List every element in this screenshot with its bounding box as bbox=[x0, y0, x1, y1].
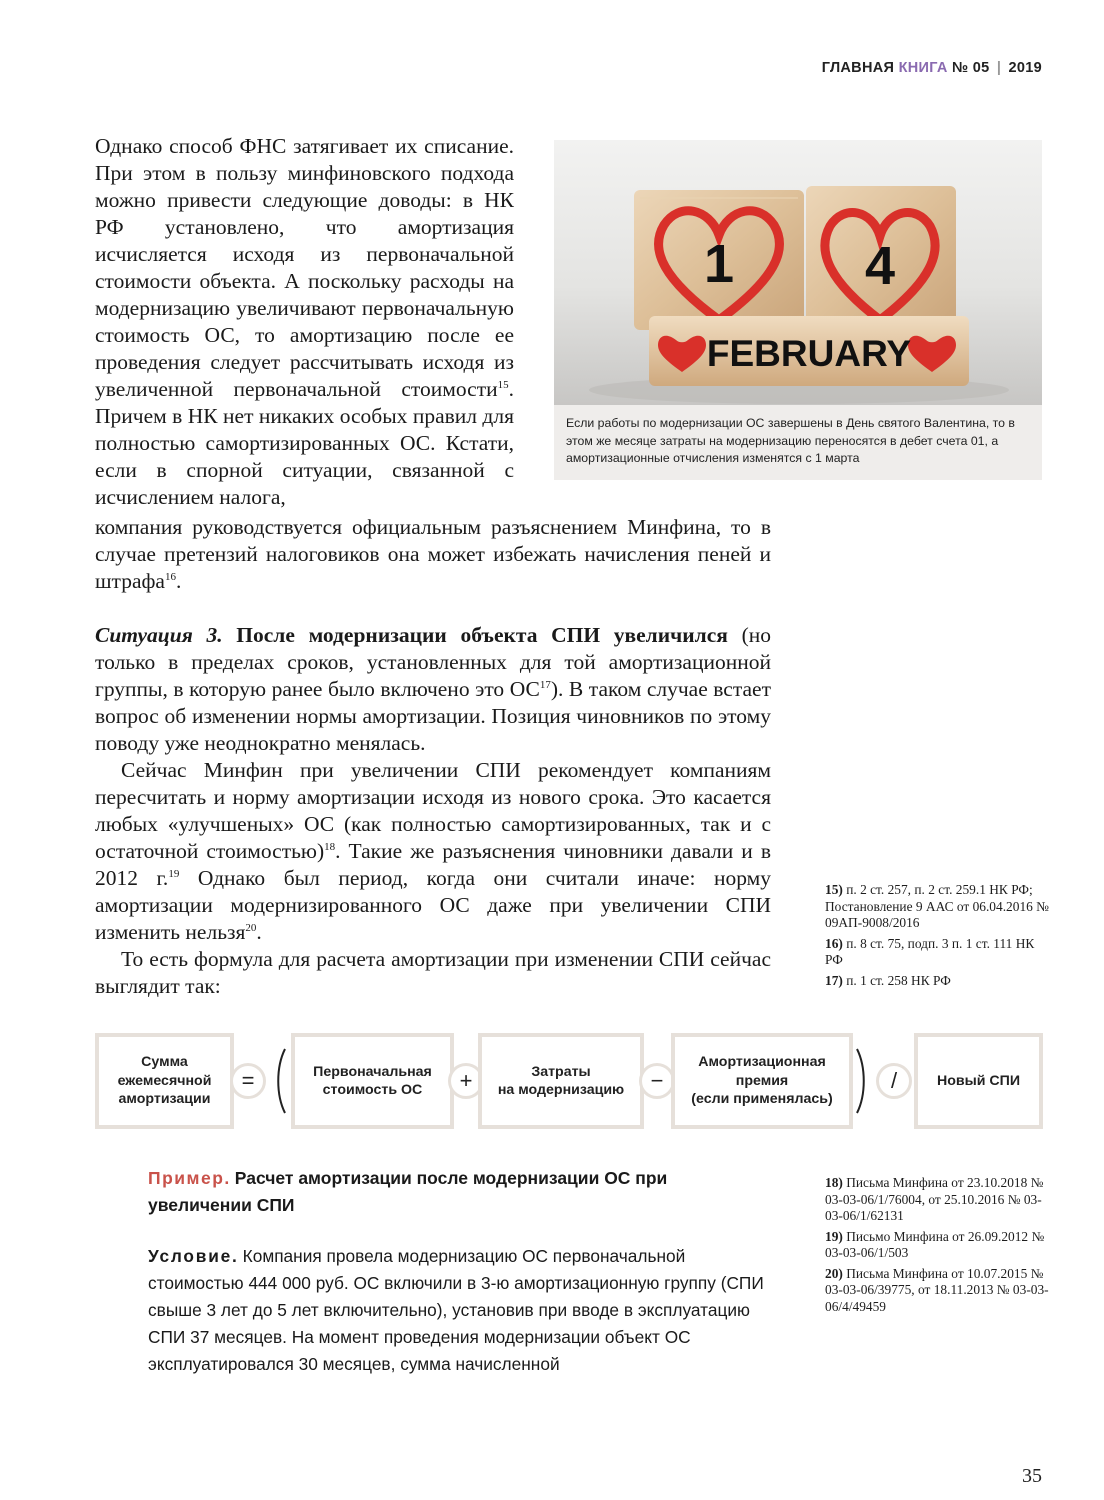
block-left-number: 1 bbox=[703, 234, 735, 294]
magazine-name-accent: КНИГА bbox=[898, 60, 948, 76]
footnote-19 bbox=[825, 1229, 1055, 1262]
situation-text: . Такие же разъяснения чиновники давали и в 2012 г. bbox=[95, 839, 771, 890]
footnote-text: п. 8 ст. 75, подп. 3 п. 1 ст. 111 НК РФ bbox=[825, 935, 1035, 967]
intro-continuation bbox=[95, 514, 771, 595]
valentine-photo bbox=[554, 140, 1042, 405]
intro-paragraph-2 bbox=[95, 514, 771, 595]
formula-monthly-amount bbox=[95, 1033, 234, 1129]
footnote-ref: 20 bbox=[245, 921, 257, 934]
issue-number: № 05 bbox=[951, 60, 990, 76]
block-right-number: 4 bbox=[864, 236, 896, 296]
footnote-17 bbox=[825, 973, 1055, 990]
formula-minus-sign: − bbox=[650, 1068, 664, 1093]
side-notes-top bbox=[825, 882, 1055, 993]
example-title bbox=[148, 1165, 768, 1219]
situation-paragraph-3: То есть формула для расчета амортизации при изменении СПИ сейчас выглядит так: bbox=[95, 947, 771, 998]
side-notes-bottom bbox=[825, 1175, 1055, 1319]
formula-equals-icon bbox=[230, 1063, 266, 1099]
footnote-20 bbox=[825, 1266, 1055, 1316]
footnote-text: п. 1 ст. 258 НК РФ bbox=[842, 972, 951, 988]
formula-modernization-costs bbox=[478, 1033, 644, 1129]
situation-text: ). В таком случае встает вопрос об изменении нормы амортизации. Позиция чиновников по этому поводу уже неоднократно менялась. bbox=[95, 677, 771, 755]
photo-caption: Если работы по модернизации ОС завершены в День святого Валентина, то в этом же месяце затраты на модернизацию переносятся в дебет счета 01, а амортизационные отчисления изменятся с 1 марта bbox=[566, 416, 1015, 465]
formula-new-spi bbox=[914, 1033, 1043, 1129]
punctuation: . bbox=[175, 569, 182, 593]
intro-text: Однако способ ФНС затягивает их списание. При этом в пользу минфиновского подхода можно привести следующие доводы: в НК РФ установлено, что амортизация исчисляется исходя из первоначальной стоимости объекта. А поскольку расходы на модернизацию увеличивают первоначальную стоимость ОС, то амортизацию после ее проведения следует рассчитывать исходя из увеличенной первоначальной стоимости bbox=[95, 134, 514, 401]
footnote-number: 16) bbox=[825, 935, 843, 951]
close-paren-icon bbox=[855, 1047, 867, 1115]
issue-year: 2019 bbox=[1008, 60, 1042, 76]
situation-paragraph-1 bbox=[95, 622, 771, 757]
open-paren-icon bbox=[275, 1047, 287, 1115]
photo-figure bbox=[554, 140, 1042, 480]
magazine-name: ГЛАВНАЯ bbox=[821, 60, 895, 76]
footnote-ref: 15 bbox=[497, 378, 509, 391]
punctuation: . bbox=[256, 920, 262, 944]
footnote-text: Письма Минфина от 10.07.2015 № 03-03-06/39775, от 18.11.2013 № 03-03-06/4/49459 bbox=[825, 1265, 1049, 1314]
footnote-text: Письмо Минфина от 26.09.2012 № 03-03-06/1/503 bbox=[825, 1228, 1045, 1260]
formula-divide-icon bbox=[876, 1063, 912, 1099]
formula-depreciation-bonus bbox=[671, 1033, 853, 1129]
footnote-ref: 18 bbox=[324, 840, 336, 853]
formula-plus-sign: + bbox=[459, 1068, 473, 1093]
formula-monthly-label: Сумма ежемесячной амортизации bbox=[117, 1054, 212, 1108]
situation-text: Однако был период, когда они считали иначе: норму амортизации модернизированного ОС даже при увеличении СПИ изменить нельзя bbox=[95, 866, 771, 944]
situation-label: Ситуация 3. bbox=[95, 623, 223, 647]
bar-text: FEBRUARY bbox=[706, 333, 912, 374]
formula-new-spi-label: Новый СПИ bbox=[936, 1072, 1021, 1089]
masthead bbox=[822, 60, 1042, 76]
formula-initial-label: Первоначальная стоимость ОС bbox=[313, 1063, 432, 1098]
formula-equals-sign: = bbox=[241, 1068, 255, 1093]
condition-text: Компания провела модернизацию ОС первоначальной стоимостью 444 000 руб. ОС включили в 3-ю амортизационную группу (СПИ свыше 3 лет до 5 лет включительно), установив при вводе в эксплуатацию СПИ 37 месяцев. На момент проведения модернизации объект ОС эксплуатировался 30 месяцев, сумма начисленной bbox=[148, 1246, 764, 1374]
situation-text: Сейчас Минфин при увеличении СПИ рекомендует компаниям пересчитать и норму амортизации исходя из нового срока. Это касается любых «улучшеных» ОС (как полностью самортизированных, так и с остаточной стоимостью) bbox=[95, 758, 771, 863]
footnote-number: 20) bbox=[825, 1265, 843, 1281]
header-separator: | bbox=[996, 60, 1002, 76]
footnote-ref: 17 bbox=[539, 678, 551, 691]
footnote-ref: 19 bbox=[168, 867, 180, 880]
formula-costs-label: Затраты на модернизацию bbox=[497, 1063, 625, 1098]
formula-bonus-label: Амортизационная премия (если применялась) bbox=[691, 1054, 833, 1108]
footnote-text: Письма Минфина от 23.10.2018 № 03-03-06/1/76004, от 25.10.2016 № 03-03-06/1/62131 bbox=[825, 1175, 1044, 1223]
footnote-number: 19) bbox=[825, 1228, 843, 1244]
intro-column bbox=[95, 133, 514, 511]
depreciation-formula bbox=[95, 1033, 1043, 1129]
footnote-text: п. 2 ст. 257, п. 2 ст. 259.1 НК РФ; Постановление 9 ААС от 06.04.2016 № 09АП-9008/2016 bbox=[825, 882, 1049, 930]
page-number: 35 bbox=[1022, 1465, 1042, 1487]
intro-paragraph bbox=[95, 133, 514, 511]
situation-section bbox=[95, 622, 771, 1000]
footnote-number: 15) bbox=[825, 882, 843, 897]
intro-text: компания руководствуется официальным разъяснением Минфина, то в случае претензий налоговиков она может избежать начисления пеней и штрафа bbox=[95, 515, 771, 593]
footnote-16 bbox=[825, 936, 1055, 969]
situation-text: (но только в пределах сроков, установленных для той амортизационной группы, в которую ранее было включено это ОС bbox=[95, 623, 771, 701]
intro-text: . Причем в НК нет никаких особых правил для полностью самортизированных ОС. Кстати, если в спорной ситуации, связанной с исчислением налога, bbox=[95, 377, 514, 509]
formula-initial-cost bbox=[291, 1033, 454, 1129]
footnote-15 bbox=[825, 882, 1055, 932]
footnote-number: 18) bbox=[825, 1175, 843, 1190]
example-label: Пример. bbox=[148, 1168, 231, 1188]
situation-paragraph-2 bbox=[95, 757, 771, 946]
footnote-number: 17) bbox=[825, 972, 843, 988]
formula-minus-icon bbox=[639, 1063, 675, 1099]
formula-divide-sign: / bbox=[890, 1068, 898, 1093]
wooden-blocks-illustration bbox=[554, 140, 1042, 405]
example-heading: Расчет амортизации после модернизации ОС при увеличении СПИ bbox=[148, 1168, 668, 1215]
footnote-18 bbox=[825, 1175, 1055, 1225]
situation-heading: После модернизации объекта СПИ увеличился bbox=[236, 623, 728, 647]
example-condition bbox=[148, 1243, 766, 1378]
footnote-ref: 16 bbox=[164, 570, 176, 583]
condition-label: Условие. bbox=[148, 1246, 239, 1266]
